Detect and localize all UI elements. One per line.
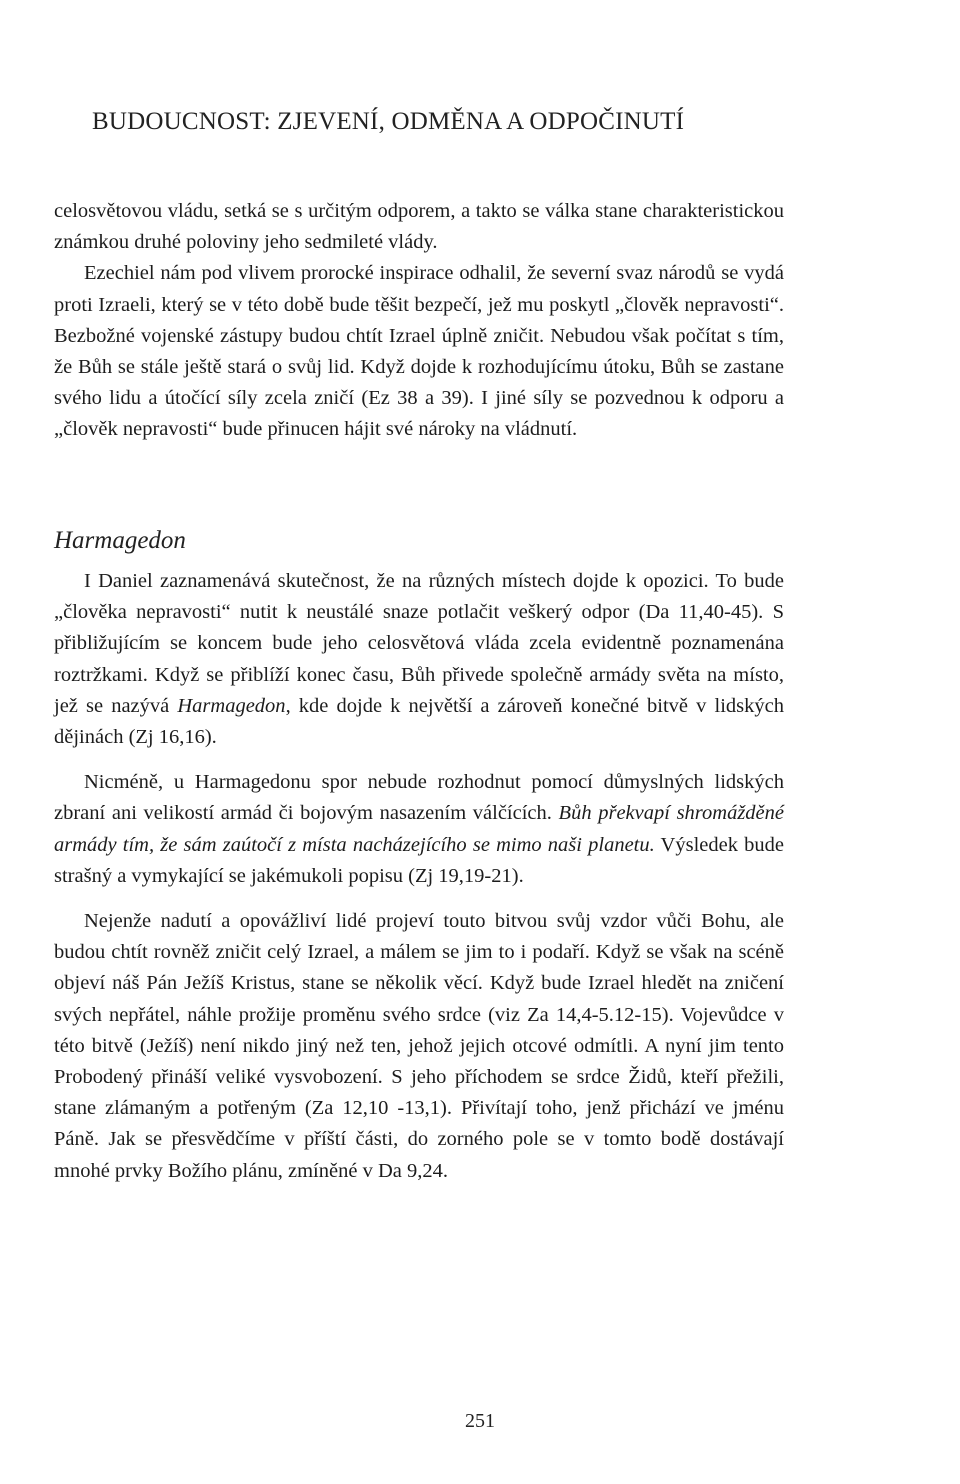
paragraph-nicmene-emphasis: Bůh překvapí shromážděné armády tím, že sám zaútočí z místa nacházejícího se mimo naši planetu.	[54, 802, 784, 856]
paragraph-nicmene-text-a: Nicméně, u Harmagedonu spor nebude rozhodnut pomocí důmyslných lidských zbraní ani velikostí armád či bojovým nasazením válčících.	[54, 771, 784, 825]
paragraph-ezechiel: Ezechiel nám pod vlivem prorocké inspirace odhalil, že severní svaz národů se vydá proti Izraeli, který se v této době bude těšit bezpečí, jež mu poskytl „člověk nepravosti“. Bezbožné vojenské zástupy budou chtít Izrael úplně zničit. Nebudou však počítat s tím, že Bůh se stále ještě stará o svůj lid. Když dojde k rozhodujícímu útoku, Bůh se zastane svého lidu a útočící síly zcela zničí (Ez 38 a 39). I jiné síly se pozvednou k odporu a „člověk nepravosti“ bude přinucen hájit své nároky na vládnutí.	[54, 262, 784, 441]
text-block-before-heading	[54, 196, 784, 446]
running-head: BUDOUCNOST: ZJEVENÍ, ODMĚNA A ODPOČINUTÍ	[92, 108, 685, 135]
page-number: 251	[465, 1410, 495, 1432]
paragraph-nicmene	[54, 767, 784, 892]
paragraph-daniel-text-a: I Daniel zaznamenává skutečnost, že na různých místech dojde k opozici. To bude „člověka nepravosti“ nutit k neustálé snaze potlačit veškerý odpor (Da 11,40-45). S přibližujícím se koncem bude jeho celosvětová vláda zcela evidentně poznamenána roztržkami. Když se přiblíží konec času, Bůh přivede společně armády světa na místo, jež se nazývá	[54, 570, 784, 717]
paragraph-nejenze: Nejenže nadutí a opovážliví lidé projeví touto bitvou svůj vzdor vůči Bohu, ale budou chtít rovněž zničit celý Izrael, a málem se jim to i podaří. Když se však na scéně objeví náš Pán Ježíš Kristus, stane se několik věcí. Když bude Izrael hledět na zničení svých nepřátel, náhle prožije proměnu svého srdce (viz Za 14,4-5.12-15). Vojevůdce v této bitvě (Ježíš) není nikdo jiný než ten, jehož jejich otcové odmítli. A nyní jim tento Probodený přináší veliké vysvobození. S jeho příchodem se srdce Židů, kteří přežili, stane zlámaným a potřeným (Za 12,10 -13,1). Přivítají toho, jenž přichází ve jménu Páně. Jak se přesvědčíme v příští části, do zorného pole se v tomto bodě dostávají mnohé prvky Božího plánu, zmíněné v Da 9,24.	[54, 910, 784, 1182]
section-heading: Harmagedon	[54, 527, 186, 554]
text-block-harmagedon	[54, 566, 784, 1187]
paragraph-daniel-text-b: , kde dojde k největší a zároveň konečné bitvě v lidských dějinách (Zj 16,16).	[54, 694, 784, 749]
paragraph-daniel-emphasis: Harmagedon	[177, 694, 286, 717]
paragraph-continuation: celosvětovou vládu, setká se s určitým odporem, a takto se válka stane charakteristickou známkou druhé poloviny jeho sedmileté vlády.	[54, 200, 784, 254]
paragraph-daniel	[54, 566, 784, 753]
paragraph-nicmene-text-b: Výsledek bude strašný a vymykající se jakémukoli popisu (Zj 19,19-21).	[54, 833, 784, 887]
